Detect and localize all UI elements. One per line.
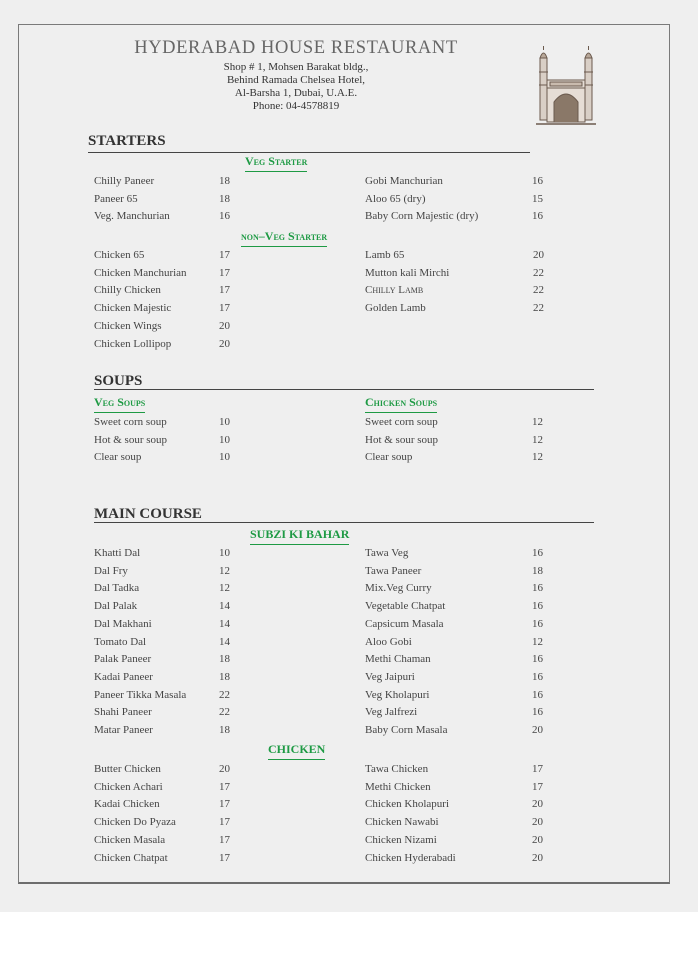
menu-item-name: Chicken Achari (94, 780, 163, 793)
menu-item-price: 17 (219, 851, 230, 864)
menu-item-price: 10 (219, 547, 230, 559)
menu-item-price: 20 (219, 337, 230, 350)
menu-item-name: Baby Corn Masala (365, 724, 448, 736)
menu-item-name: Sweet corn soup (94, 416, 167, 428)
menu-item-name: Chilly Lamb (365, 284, 424, 297)
menu-item-name: Golden Lamb (365, 302, 426, 315)
menu-item-name: Chicken Nizami (365, 833, 437, 846)
section-divider (88, 152, 530, 153)
menu-item-price: 22 (533, 266, 544, 279)
menu-item-name: Chilly Paneer (94, 175, 155, 187)
menu-item-name: Tawa Chicken (365, 763, 429, 775)
menu-item-price: 12 (219, 564, 230, 577)
menu-item-price: 18 (219, 670, 230, 683)
menu-item-price: 20 (219, 319, 230, 332)
menu-item-name: Chicken Wings (94, 319, 162, 332)
menu-item-price: 17 (219, 780, 230, 793)
menu-item-name: Tomato Dal (94, 635, 147, 648)
menu-item-name: Clear soup (365, 451, 413, 463)
menu-item-name: Shahi Paneer (94, 706, 152, 719)
menu-item-price: 17 (532, 780, 543, 793)
menu-item-price: 10 (219, 451, 230, 463)
menu-item-price: 16 (219, 210, 230, 222)
menu-item-price: 17 (219, 249, 230, 261)
section-divider (94, 522, 594, 523)
menu-item-name: Baby Corn Majestic (dry) (365, 210, 479, 222)
menu-item-price: 16 (532, 210, 543, 222)
menu-item-price: 12 (532, 416, 543, 428)
address-line-1: Shop # 1, Mohsen Barakat bldg., (223, 61, 369, 73)
menu-item-price: 18 (532, 564, 543, 577)
address-line-3: Al-Barsha 1, Dubai, U.A.E. (234, 87, 358, 99)
menu-item-name: Methi Chaman (365, 653, 431, 666)
menu-item-price: 20 (532, 833, 543, 846)
subheading-veg-soups: Veg Soups (94, 395, 145, 413)
menu-item-price: 20 (532, 816, 543, 829)
subheading-chicken-soups: Chicken Soups (365, 395, 437, 413)
menu-item-name: Khatti Dal (94, 547, 141, 559)
menu-item-price: 18 (219, 724, 230, 736)
charminar-icon (530, 40, 602, 130)
menu-item-name: Kadai Chicken (94, 798, 160, 811)
menu-item-name: Tawa Veg (365, 547, 409, 559)
menu-item-name: Hot & sour soup (365, 433, 439, 446)
section-title-starters: STARTERS (88, 133, 166, 149)
menu-item-price: 16 (532, 706, 543, 719)
menu-item-name: Chicken Lollipop (94, 337, 172, 350)
subheading-nonveg-starter: non–Veg Starter (241, 229, 327, 247)
menu-item-name: Tawa Paneer (365, 564, 422, 577)
menu-item-name: Chicken Chatpat (94, 851, 168, 864)
menu-item-price: 22 (219, 688, 230, 701)
menu-item-price: 17 (532, 763, 543, 775)
menu-item-name: Gobi Manchurian (365, 175, 443, 187)
menu-item-name: Paneer Tikka Masala (94, 688, 187, 701)
menu-item-name: Butter Chicken (94, 763, 161, 775)
section-divider (94, 389, 594, 390)
menu-item-price: 15 (532, 192, 543, 205)
menu-item-price: 22 (219, 706, 230, 719)
menu-item-name: Aloo 65 (dry) (365, 192, 426, 205)
menu-item-price: 14 (219, 600, 230, 613)
menu-item-price: 10 (219, 433, 230, 446)
menu-item-name: Dal Makhani (94, 617, 152, 630)
menu-item-price: 20 (532, 724, 543, 736)
menu-item-name: Chicken 65 (94, 249, 145, 261)
menu-item-price: 18 (219, 175, 230, 187)
menu-item-price: 16 (532, 175, 543, 187)
menu-item-price: 17 (219, 833, 230, 846)
menu-item-price: 12 (532, 451, 543, 463)
menu-item-name: Lamb 65 (365, 249, 405, 261)
address-line-2: Behind Ramada Chelsea Hotel, (226, 74, 366, 86)
menu-item-price: 16 (532, 653, 543, 666)
menu-item-price: 16 (532, 688, 543, 701)
menu-item-name: Capsicum Masala (365, 617, 444, 630)
menu-item-price: 20 (532, 851, 543, 864)
section-title-main-course: MAIN COURSE (94, 506, 202, 522)
menu-item-name: Veg. Manchurian (94, 210, 170, 222)
menu-item-name: Kadai Paneer (94, 670, 153, 683)
menu-item-name: Methi Chicken (365, 780, 431, 793)
subheading-veg-starter: Veg Starter (245, 154, 307, 172)
menu-item-price: 17 (219, 816, 230, 829)
section-title-soups: SOUPS (94, 373, 143, 389)
menu-item-name: Chicken Manchurian (94, 266, 187, 279)
menu-item-price: 16 (532, 582, 543, 595)
menu-item-name: Veg Jalfrezi (365, 706, 418, 719)
menu-item-name: Sweet corn soup (365, 416, 438, 428)
menu-item-price: 18 (219, 653, 230, 666)
menu-item-name: Matar Paneer (94, 724, 153, 736)
menu-item-name: Veg Jaipuri (365, 670, 415, 683)
menu-item-name: Vegetable Chatpat (365, 600, 446, 613)
menu-item-price: 14 (219, 617, 230, 630)
menu-item-name: Paneer 65 (94, 192, 138, 205)
menu-item-price: 16 (532, 617, 543, 630)
menu-item-name: Chicken Kholapuri (365, 798, 450, 811)
menu-item-name: Dal Palak (94, 600, 138, 613)
menu-item-price: 20 (219, 763, 230, 775)
menu-item-name: Clear soup (94, 451, 142, 463)
subheading-chicken: CHICKEN (268, 742, 325, 760)
menu-item-name: Dal Fry (94, 564, 128, 577)
menu-item-name: Chicken Masala (94, 833, 166, 846)
menu-item-price: 16 (532, 600, 543, 613)
menu-item-price: 17 (219, 284, 230, 297)
menu-item-name: Veg Kholapuri (365, 688, 430, 701)
menu-item-name: Chicken Hyderabadi (365, 851, 456, 864)
menu-item-price: 10 (219, 416, 230, 428)
menu-item-price: 16 (532, 547, 543, 559)
menu-item-price: 18 (219, 192, 230, 205)
menu-item-name: Aloo Gobi (365, 635, 412, 648)
menu-item-price: 20 (532, 798, 543, 811)
menu-item-name: Chicken Majestic (94, 302, 172, 315)
menu-item-name: Mix.Veg Curry (365, 582, 432, 595)
menu-item-price: 12 (219, 582, 230, 595)
menu-item-price: 16 (532, 670, 543, 683)
menu-item-name: Mutton kali Mirchi (365, 266, 450, 279)
menu-item-name: Chicken Nawabi (365, 816, 439, 829)
menu-item-name: Chilly Chicken (94, 284, 161, 297)
menu-item-price: 22 (533, 302, 544, 315)
menu-item-price: 12 (532, 635, 543, 648)
menu-item-name: Hot & sour soup (94, 433, 168, 446)
menu-item-price: 20 (533, 249, 544, 261)
menu-item-name: Palak Paneer (94, 653, 152, 666)
menu-item-price: 17 (219, 798, 230, 811)
restaurant-name: HYDERABAD HOUSE RESTAURANT (134, 38, 458, 58)
menu-item-price: 17 (219, 266, 230, 279)
phone-number: Phone: 04-4578819 (252, 100, 340, 112)
menu-item-price: 17 (219, 302, 230, 315)
menu-item-name: Chicken Do Pyaza (94, 816, 176, 829)
menu-item-price: 14 (219, 635, 230, 648)
menu-item-name: Dal Tadka (94, 582, 140, 595)
menu-item-price: 22 (533, 284, 544, 297)
subheading-subzi-ki-bahar: SUBZI KI BAHAR (250, 527, 349, 545)
menu-item-price: 12 (532, 433, 543, 446)
